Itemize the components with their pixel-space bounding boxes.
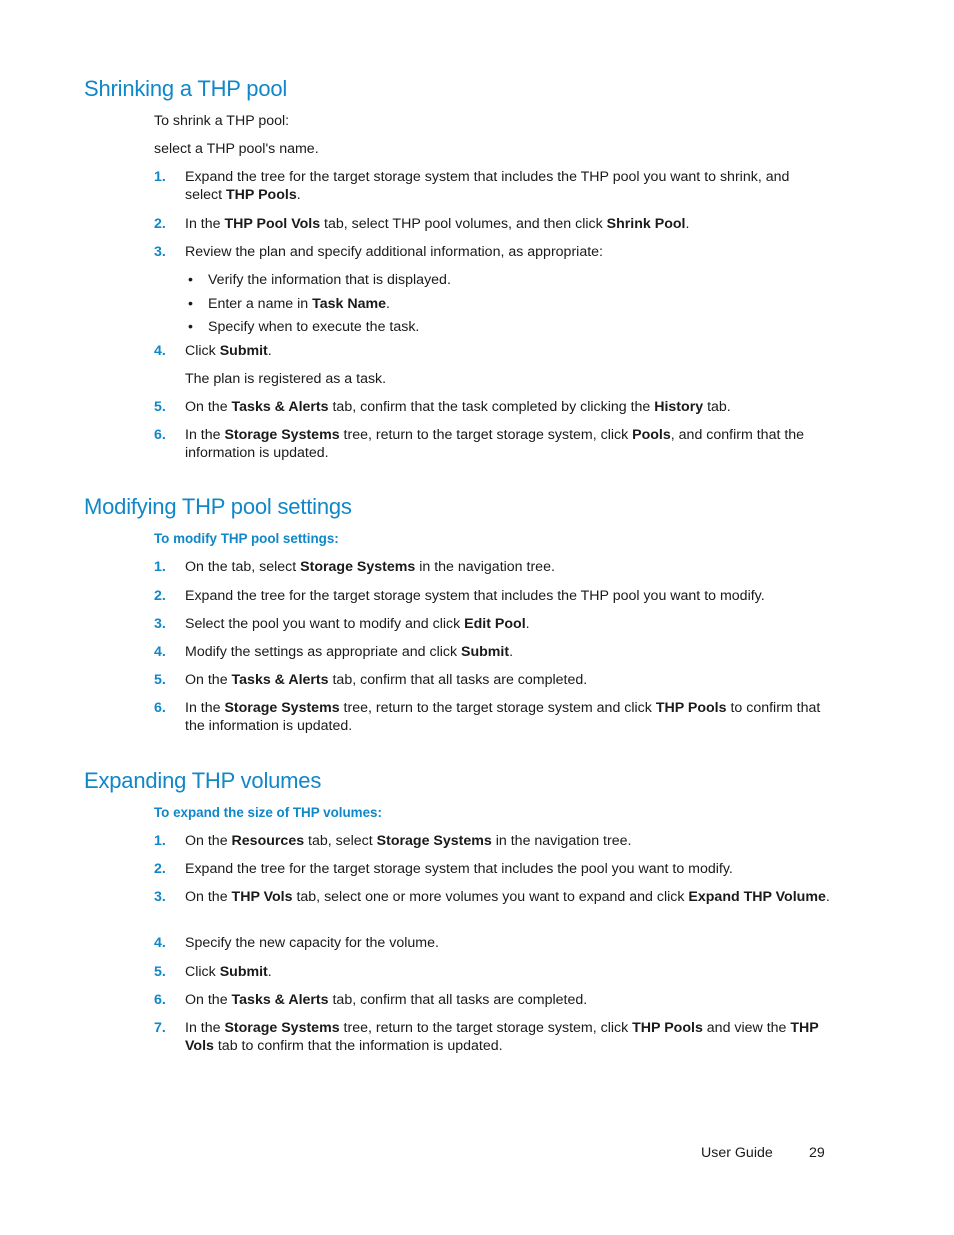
step-number: 6.: [154, 427, 166, 443]
step-text: On the Tasks & Alerts tab, confirm that all tasks are completed.: [185, 672, 588, 688]
step-text: Expand the tree for the target storage system that includes the THP pool you want to shrink, and select THP Pools.: [185, 169, 790, 203]
step-number: 2.: [154, 216, 166, 232]
step-number: 6.: [154, 700, 166, 716]
step-number: 1.: [154, 169, 166, 185]
step-text: Modify the settings as appropriate and click Submit.: [185, 644, 514, 660]
step-number: 6.: [154, 992, 166, 1008]
step-number: 5.: [154, 399, 166, 415]
step-text: On the tab, select Storage Systems in the navigation tree.: [185, 559, 555, 575]
bullet-text: Verify the information that is displayed.: [208, 272, 451, 288]
step-text: On the THP Vols tab, select one or more volumes you want to expand and click Expand THP Volume.: [185, 889, 830, 905]
page-number: 29: [809, 1145, 825, 1161]
step-number: 3.: [154, 616, 166, 632]
step-number: 3.: [154, 889, 166, 905]
step-number: 4.: [154, 935, 166, 951]
footer-label: User Guide: [701, 1145, 773, 1161]
step-text: In the THP Pool Vols tab, select THP pool volumes, and then click Shrink Pool.: [185, 216, 690, 232]
section-heading-expanding: Expanding THP volumes: [84, 768, 322, 793]
step-number: 7.: [154, 1020, 166, 1036]
step-number: 5.: [154, 672, 166, 688]
step-text: On the Tasks & Alerts tab, confirm that the task completed by clicking the History tab.: [185, 399, 731, 415]
bullet-text: Enter a name in Task Name.: [208, 296, 390, 312]
bullet-symbol: •: [188, 272, 193, 288]
bullet-symbol: •: [188, 319, 193, 335]
step-number: 1.: [154, 833, 166, 849]
section-heading-shrinking: Shrinking a THP pool: [84, 76, 288, 101]
procedure-subtitle: To modify THP pool settings:: [154, 531, 339, 546]
bullet-symbol: •: [188, 296, 193, 312]
step-number: 5.: [154, 964, 166, 980]
step-text: Specify the new capacity for the volume.: [185, 935, 439, 951]
procedure-subtitle: To expand the size of THP volumes:: [154, 805, 382, 820]
step-text: Expand the tree for the target storage system that includes the THP pool you want to modify.: [185, 588, 765, 604]
step-text: Review the plan and specify additional information, as appropriate:: [185, 244, 603, 260]
step-text: Click Submit.: [185, 343, 272, 359]
step-number: 2.: [154, 861, 166, 877]
step-number: 2.: [154, 588, 166, 604]
step-number: 1.: [154, 559, 166, 575]
step-text: On the Resources tab, select Storage Systems in the navigation tree.: [185, 833, 632, 849]
step-text: In the Storage Systems tree, return to the target storage system, click THP Pools and view the THP Vols tab to confirm that the information is updated.: [185, 1020, 819, 1054]
bullet-text: Specify when to execute the task.: [208, 319, 420, 335]
step-note: The plan is registered as a task.: [185, 371, 387, 387]
step-text: Select the pool you want to modify and click Edit Pool.: [185, 616, 530, 632]
step-text: On the Tasks & Alerts tab, confirm that all tasks are completed.: [185, 992, 588, 1008]
section-heading-modifying: Modifying THP pool settings: [84, 494, 352, 519]
step-number: 4.: [154, 343, 166, 359]
step-text: Expand the tree for the target storage system that includes the pool you want to modify.: [185, 861, 733, 877]
step-text: Click Submit.: [185, 964, 272, 980]
step-text: In the Storage Systems tree, return to the target storage system and click THP Pools to confirm that the information is updated.: [185, 700, 821, 734]
intro-text: To shrink a THP pool:: [154, 113, 290, 129]
step-text: In the Storage Systems tree, return to the target storage system, click Pools, and confirm that the information is updated.: [185, 427, 805, 461]
intro-text: select a THP pool's name.: [154, 141, 319, 157]
step-number: 3.: [154, 244, 166, 260]
step-number: 4.: [154, 644, 166, 660]
